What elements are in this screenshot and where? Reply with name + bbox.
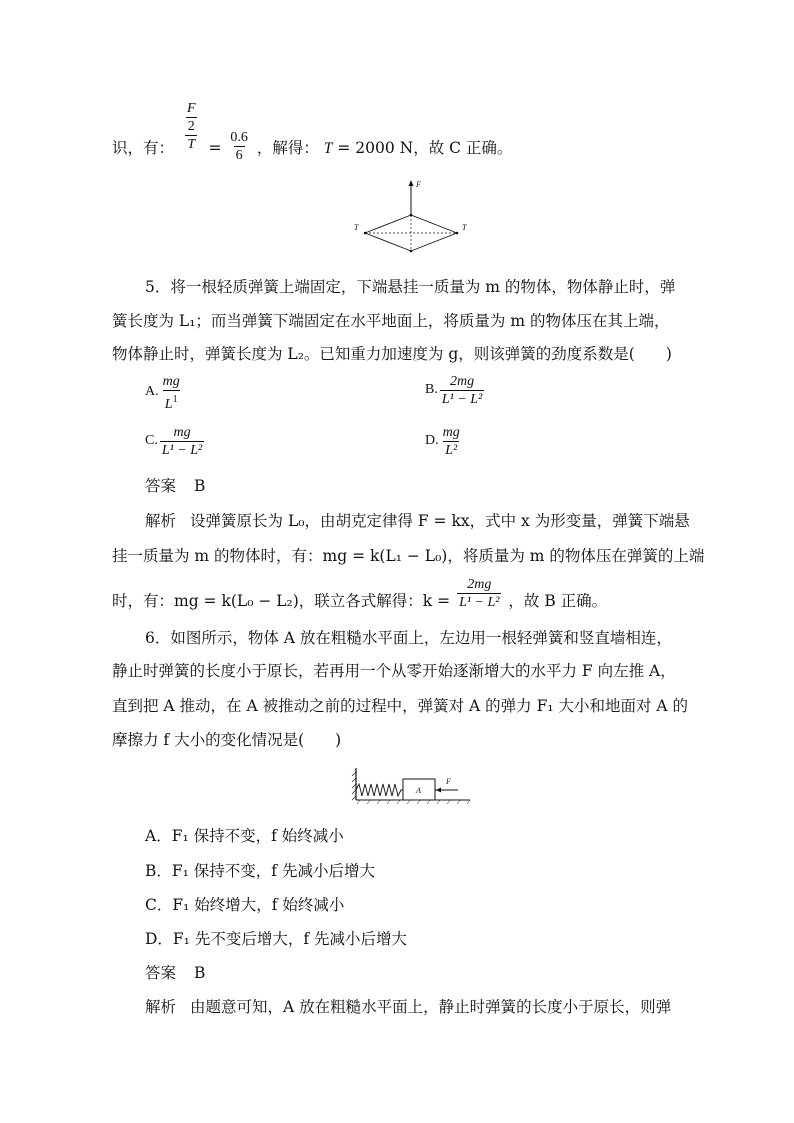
q5-k-fraction: $\frac{2mg}{\text{L¹ − L²}}$: [459, 577, 500, 610]
inner-fraction: [185, 100, 198, 135]
q6-line2: 静止时弹簧的长度小于原长，若再用一个从零开始逐渐增大的水平力 F 向左推 A，: [112, 662, 676, 680]
inner-num-F: F: [186, 101, 196, 116]
spring: [356, 784, 403, 796]
q6-line4: 摩擦力 f 大小的变化情况是( ): [112, 731, 342, 749]
top-formula-line: [112, 100, 512, 166]
outer-fraction: [181, 100, 202, 153]
q6-option-c: C．F₁ 始终增大，f 始终减小: [145, 896, 345, 914]
label-F: F: [416, 180, 421, 189]
label-T-left: T: [354, 223, 359, 232]
q5-line1: 5．将一根轻质弹簧上端固定，下端悬挂一质量为 m 的物体，物体静止时，弹: [145, 278, 676, 296]
q6-option-a: A．F₁ 保持不变，f 始终减小: [145, 827, 344, 845]
force-F-arrowhead: [409, 180, 414, 186]
value-den: 6: [235, 148, 243, 163]
q5-analysis-line3: 时，有：mg = k(L₀ − L₂)，联立各式解得：k = $\frac{2mg}{\text{L¹ − L²}}$ ，故 B 正确。: [112, 577, 608, 610]
q5-answer: 答案 B: [145, 477, 206, 495]
q6-analysis-line1: 解析 由题意可知，A 放在粗糙水平面上，静止时弹簧的长度小于原长，则弹: [145, 998, 672, 1016]
q5-option-d: D. $\frac{mg}{\text{L²}}$: [425, 425, 460, 458]
ground-hatch: [357, 800, 470, 804]
q6-option-d: D．F₁ 先不变后增大，f 先减小后增大: [145, 930, 407, 948]
q6-answer: 答案 B: [145, 964, 206, 982]
spring-block-figure: [350, 766, 475, 806]
block-A-label: A: [416, 786, 421, 795]
q6-line3: 直到把 A 推动，在 A 被推动之前的过程中，弹簧对 A 的弹力 F₁ 大小和地面对 A 的: [112, 697, 689, 715]
value-num: 0.6: [230, 130, 248, 145]
q5-analysis-line1: 解析 设弹簧原长为 L₀，由胡克定律得 F = kx，式中 x 为形变量，弹簧下端悬: [145, 512, 690, 530]
inner-den-2: 2: [187, 119, 195, 134]
q5-line3: 物体静止时，弹簧长度为 L₂。已知重力加速度为 g，则该弹簧的劲度系数是( ): [112, 345, 672, 363]
value-fraction: [228, 129, 250, 164]
q5-option-b: B. $\frac{2mg}{\text{L¹ − L²}}$: [425, 374, 483, 407]
top-suffix-a: ，解得：: [256, 138, 319, 157]
top-eq: =: [208, 138, 222, 157]
wall-hatch: [352, 772, 356, 800]
q5-analysis-line2: 挂一质量为 m 的物体时，有：mg = k(L₁ − L₀)，将质量为 m 的物体压在弹簧的上端: [112, 547, 705, 565]
q5-line2: 簧长度为 L₁；而当弹簧下端固定在水平地面上，将质量为 m 的物体压在其上端，: [112, 312, 670, 330]
outer-den-T: T: [187, 137, 196, 152]
force-F-label: F: [446, 777, 451, 786]
top-prefix: 识，有：: [112, 138, 175, 157]
q5-option-a: A. $\frac{mg}{L^1}$: [145, 374, 180, 412]
q6-option-b: B．F₁ 保持不变，f 先减小后增大: [145, 862, 375, 880]
top-suffix-b: = 2000 N，故 C 正确。: [337, 138, 513, 157]
force-F-arrowhead-left: [436, 788, 441, 793]
top-T-var: T: [323, 139, 333, 157]
q5-option-c: C. $\frac{mg}{\text{L¹ − L²}}$: [145, 425, 203, 458]
q6-line1: 6．如图所示，物体 A 放在粗糙水平面上，左边用一根轻弹簧和竖直墙相连，: [145, 629, 672, 647]
label-T-right: T: [462, 223, 467, 232]
force-diagram-figure: [345, 175, 475, 255]
